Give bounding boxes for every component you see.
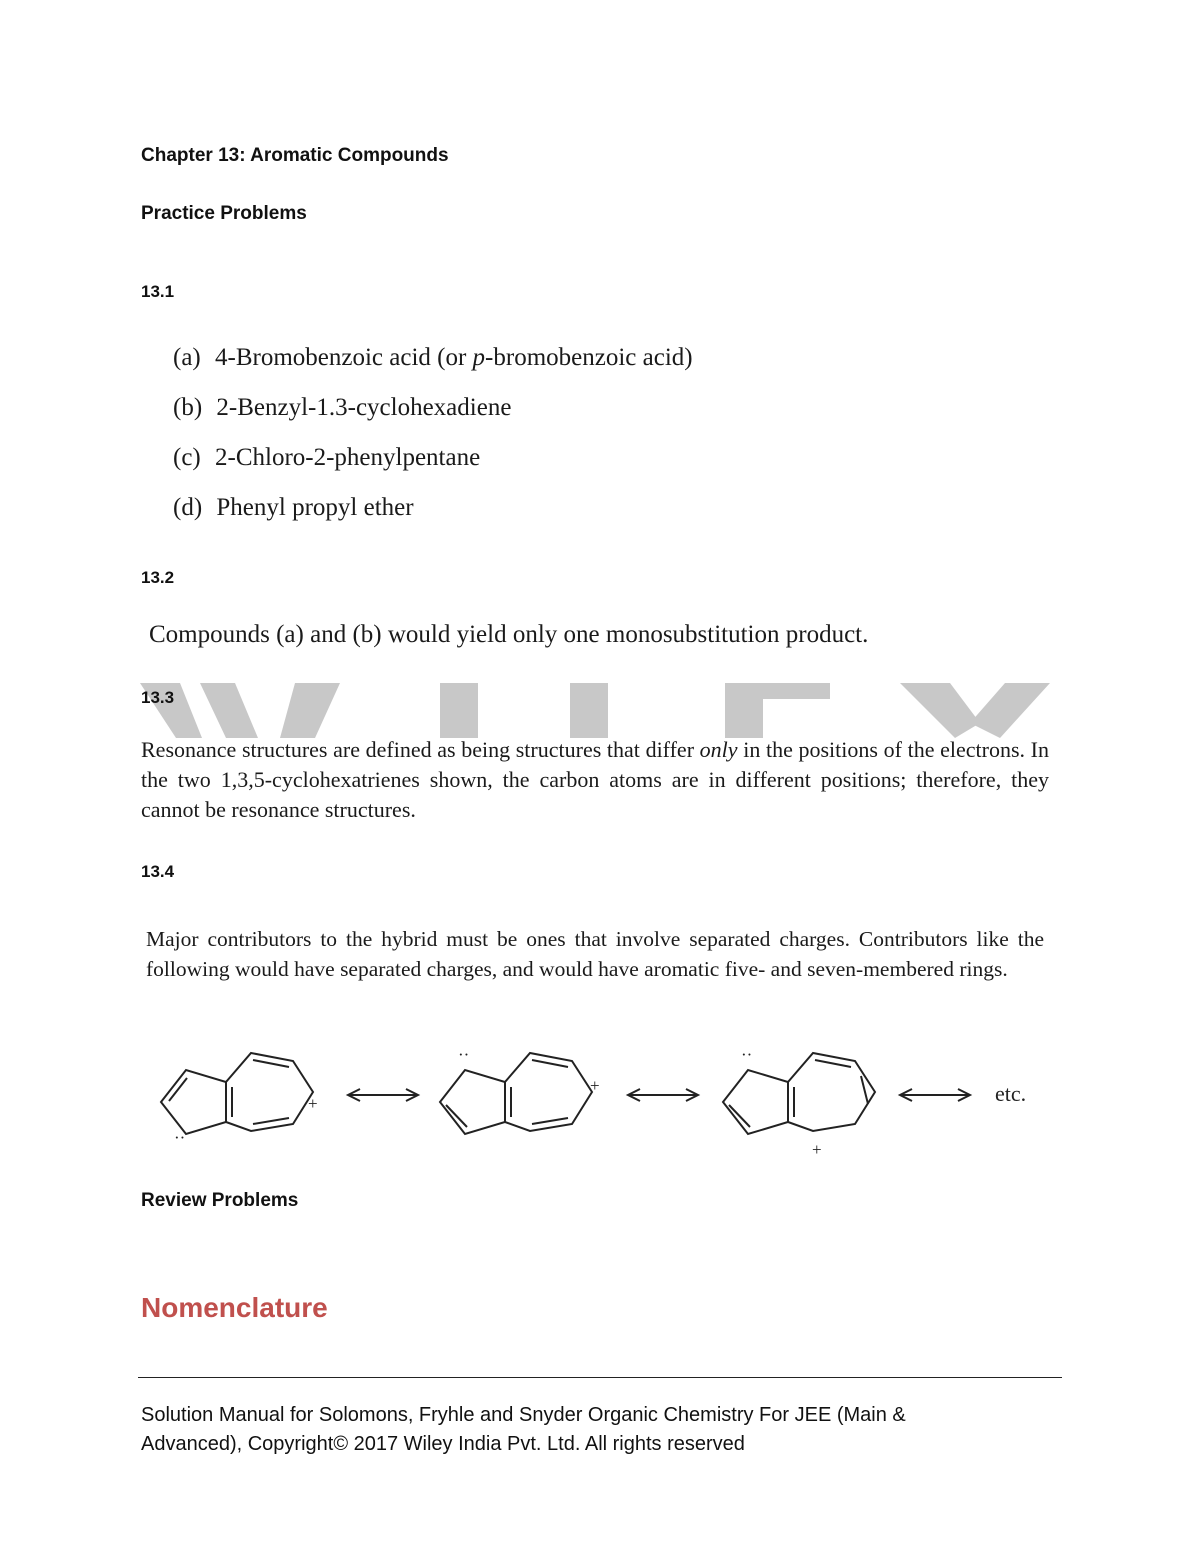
lone-pair-2: ·· — [458, 1045, 470, 1064]
resonance-arrow-1 — [348, 1089, 418, 1101]
positive-charge-3: + — [812, 1140, 822, 1159]
problem-number-13-4: 13.4 — [141, 862, 175, 881]
footer-divider — [138, 1377, 1062, 1378]
lone-pair-1: ·· — [174, 1128, 186, 1147]
positive-charge-2: + — [590, 1076, 600, 1095]
resonance-structures-diagram — [140, 1030, 1060, 1165]
item-label: (a) — [173, 344, 201, 371]
answer-item-c — [173, 444, 480, 472]
problem-number-13-3: 13.3 — [141, 688, 175, 707]
answer-text-italic: only — [699, 737, 738, 762]
item-label: (d) — [173, 494, 203, 521]
answer-item-a — [173, 344, 693, 372]
item-label: (c) — [173, 444, 201, 471]
nomenclature-heading: Nomenclature — [141, 1292, 328, 1323]
etc-label: etc. — [995, 1081, 1027, 1106]
item-label: (b) — [173, 394, 203, 421]
item-text: 2-Benzyl-1.3-cyclohexadiene — [216, 394, 512, 421]
answer-text-post: in the positions of the electrons. In the two 1,3,5-cyclohexatrienes shown, the carbon atoms are in different positions; therefore, they cannot be resonance structures. — [141, 737, 1049, 822]
footer-copyright: Solution Manual for Solomons, Fryhle and Snyder Organic Chemistry For JEE (Main & Advanced), Copyright© 2017 Wiley India Pvt. Ltd. All rights reserved — [141, 1404, 906, 1455]
answer-13-4: Major contributors to the hybrid must be ones that involve separated charges. Contributors like the following would have separated charges, and would have aromatic five- and seven-membered rings. — [146, 927, 1044, 981]
problem-number-13-1: 13.1 — [141, 282, 175, 301]
resonance-arrow-2 — [628, 1089, 698, 1101]
answer-13-3 — [141, 735, 1049, 825]
item-text: 2-Chloro-2-phenylpentane — [215, 444, 481, 471]
resonance-arrow-3 — [900, 1089, 970, 1101]
answer-13-2: Compounds (a) and (b) would yield only one monosubstitution product. — [149, 621, 869, 648]
azulene-structure-3 — [723, 1053, 875, 1134]
practice-problems-heading: Practice Problems — [141, 203, 307, 224]
item-text: Phenyl propyl ether — [216, 494, 414, 521]
chapter-title: Chapter 13: Aromatic Compounds — [141, 145, 449, 166]
azulene-structure-2 — [440, 1053, 592, 1134]
azulene-structure-1 — [161, 1053, 313, 1134]
positive-charge-1: + — [308, 1094, 318, 1113]
item-text-post: -bromobenzoic acid) — [485, 344, 693, 371]
review-problems-heading: Review Problems — [141, 1190, 299, 1211]
answer-item-b — [173, 394, 511, 422]
lone-pair-3: ·· — [741, 1045, 753, 1064]
answer-item-d — [173, 494, 414, 522]
item-text-pre: 4-Bromobenzoic acid (or — [215, 344, 473, 371]
answer-text-pre: Resonance structures are defined as being structures that differ — [141, 737, 700, 762]
wiley-watermark — [140, 683, 1060, 738]
item-text-italic: p — [472, 344, 486, 371]
problem-number-13-2: 13.2 — [141, 568, 175, 587]
